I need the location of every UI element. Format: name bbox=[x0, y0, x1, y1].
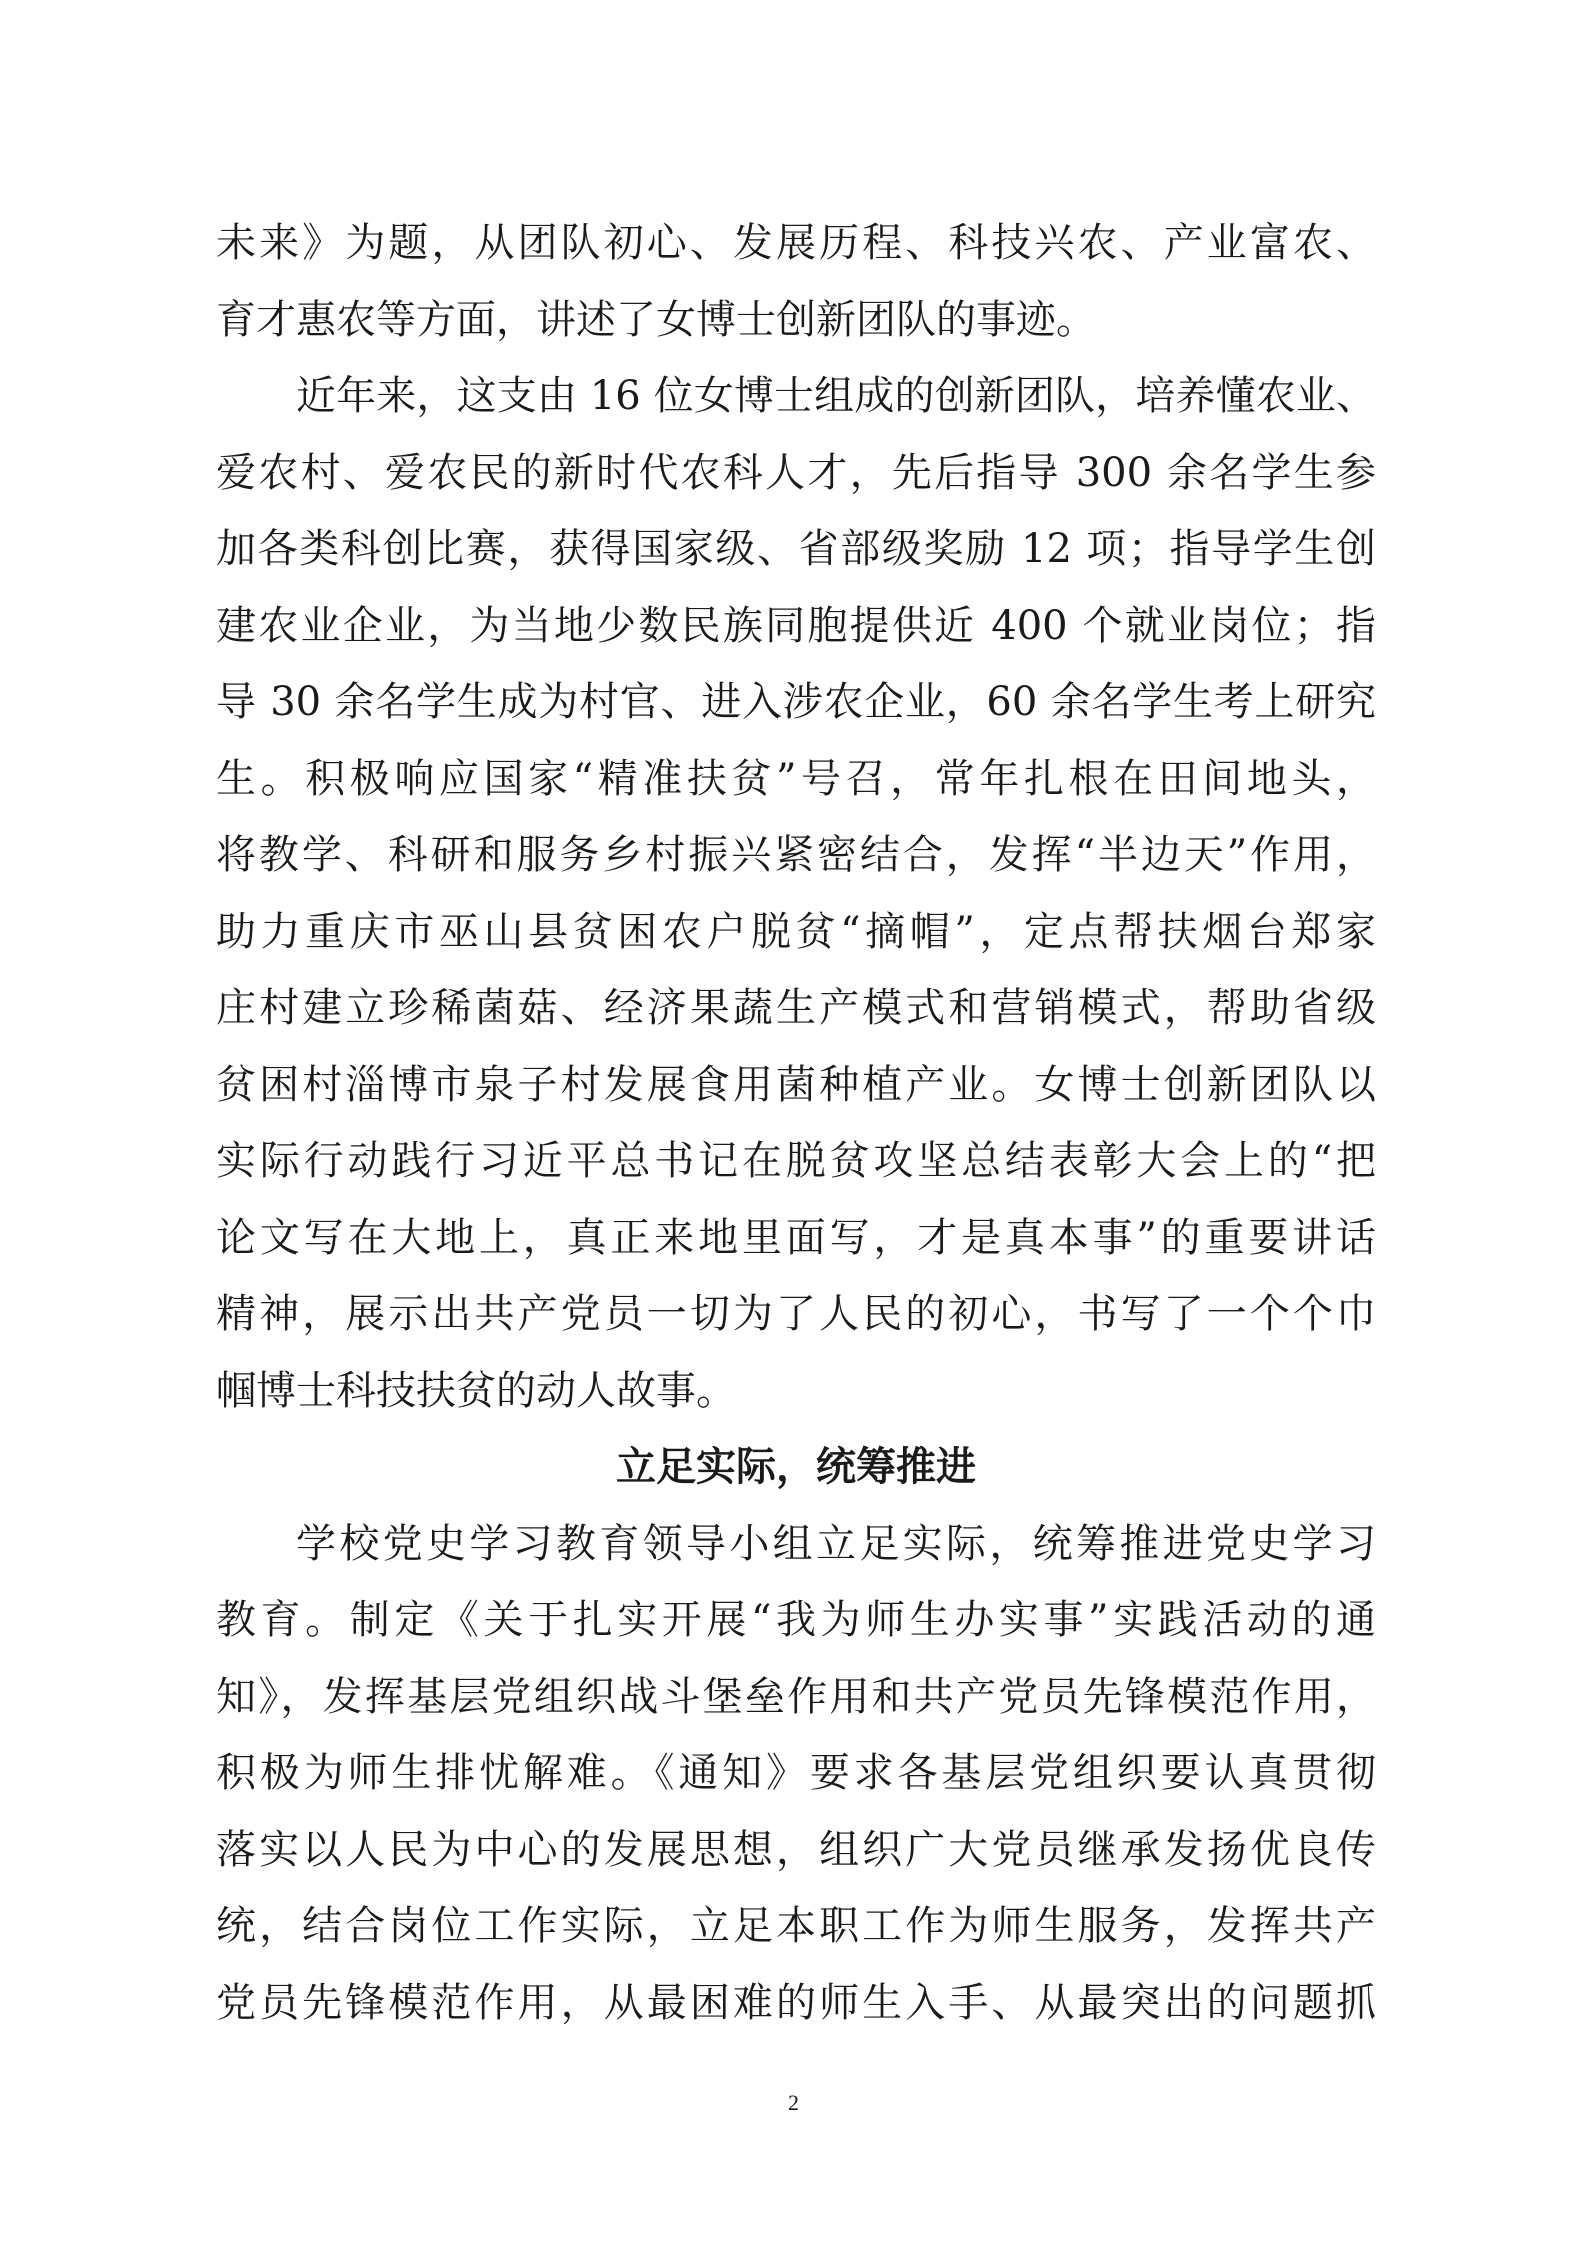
section-heading: 立足实际，统筹推进 bbox=[616, 1444, 976, 1490]
document-body bbox=[216, 205, 1376, 2041]
text-line: 生。积极响应国家“精准扶贫”号召，常年扎根在田间地头， bbox=[216, 755, 1376, 802]
paragraph-3 bbox=[216, 1506, 1376, 2042]
text-line: 实际行动践行习近平总书记在脱贫攻坚总结表彰大会上的“把 bbox=[216, 1138, 1376, 1184]
text-line: 庄村建立珍稀菌菇、经济果蔬生产模式和营销模式，帮助省级 bbox=[216, 985, 1376, 1031]
text-line: 帼博士科技扶贫的动人故事。 bbox=[216, 1367, 736, 1414]
text-line: 导 30 余名学生成为村官、进入涉农企业，60 余名学生考上研究 bbox=[216, 679, 1376, 725]
page-number: 2 bbox=[788, 2090, 799, 2115]
text-line: 助力重庆市巫山县贫困农户脱贫“摘帽”，定点帮扶烟台郑家 bbox=[216, 908, 1376, 955]
text-line: 落实以人民为中心的发展思想，组织广大党员继承发扬优良传 bbox=[216, 1826, 1376, 1873]
text-line: 精神，展示出共产党员一切为了人民的初心，书写了一个个巾 bbox=[216, 1291, 1376, 1337]
text-line: 贫困村淄博市泉子村发展食用菌种植产业。女博士创新团队以 bbox=[216, 1061, 1376, 1108]
text-line: 党员先锋模范作用，从最困难的师生入手、从最突出的问题抓 bbox=[216, 1979, 1376, 2026]
text-line: 建农业企业，为当地少数民族同胞提供近 400 个就业岗位；指 bbox=[216, 602, 1376, 649]
text-line: 学校党史学习教育领导小组立足实际，统筹推进党史学习 bbox=[296, 1520, 1376, 1567]
text-line: 爱农村、爱农民的新时代农科人才，先后指导 300 余名学生参 bbox=[216, 449, 1376, 496]
text-line: 近年来，这支由 16 位女博士组成的创新团队，培养懂农业、 bbox=[296, 373, 1376, 419]
paragraph-1 bbox=[216, 205, 1376, 358]
text-line: 育才惠农等方面，讲述了女博士创新团队的事迹。 bbox=[216, 296, 1096, 343]
text-line: 加各类科创比赛，获得国家级、省部级奖励 12 项；指导学生创 bbox=[216, 526, 1376, 572]
paragraph-2 bbox=[216, 358, 1376, 1429]
text-line: 论文写在大地上，真正来地里面写，才是真本事”的重要讲话 bbox=[216, 1214, 1376, 1261]
text-line: 未来》为题，从团队初心、发展历程、科技兴农、产业富农、 bbox=[216, 220, 1376, 266]
text-line: 知》，发挥基层党组织战斗堡垒作用和共产党员先锋模范作用， bbox=[216, 1673, 1376, 1720]
text-line: 积极为师生排忧解难。《通知》要求各基层党组织要认真贯彻 bbox=[216, 1750, 1376, 1796]
text-line: 将教学、科研和服务乡村振兴紧密结合，发挥“半边天”作用， bbox=[216, 832, 1376, 878]
text-line: 统，结合岗位工作实际，立足本职工作为师生服务，发挥共产 bbox=[216, 1903, 1376, 1949]
text-line: 教育。制定《关于扎实开展“我为师生办实事”实践活动的通 bbox=[216, 1597, 1376, 1643]
